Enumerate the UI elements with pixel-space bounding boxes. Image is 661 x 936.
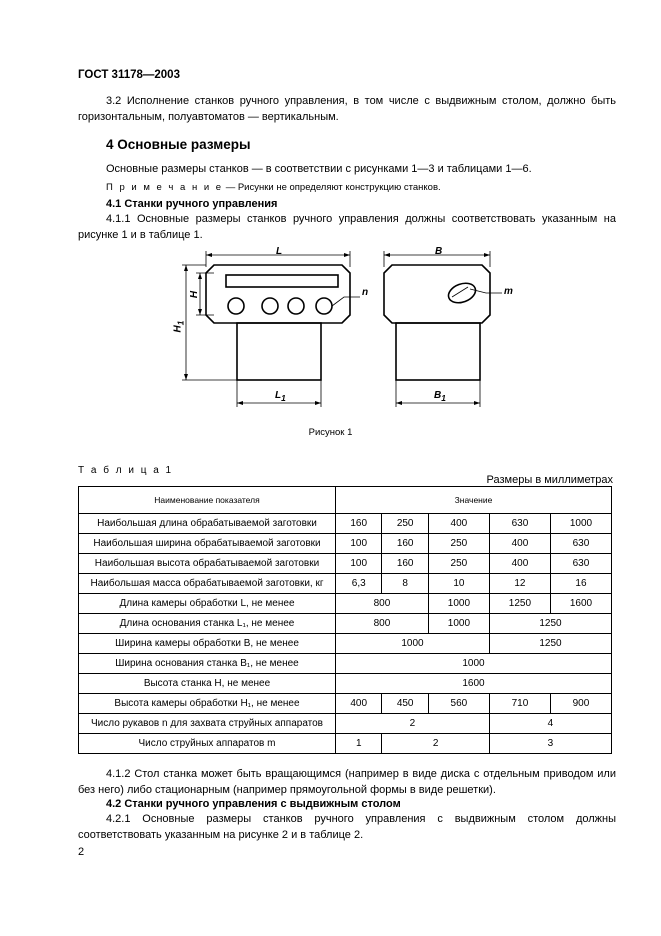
label-B: B bbox=[435, 246, 443, 257]
cell: 400 bbox=[336, 694, 382, 714]
note bbox=[78, 180, 616, 196]
paragraph-4-1-2: 4.1.2 Стол станка может быть вращающимся (например в виде диска с отдельным приводом или без него) либо стационарным (например прямоугольной формы в виде решетки). bbox=[78, 768, 616, 796]
figure-1-drawing bbox=[160, 245, 540, 415]
cell: 160 bbox=[382, 534, 428, 554]
cell: 560 bbox=[428, 694, 489, 714]
cell: 1250 bbox=[489, 594, 550, 614]
cell: 250 bbox=[428, 554, 489, 574]
cell: 250 bbox=[428, 534, 489, 554]
table-header-row bbox=[79, 487, 612, 514]
label-m: m bbox=[504, 286, 513, 297]
cell: 2 bbox=[336, 714, 490, 734]
row-name: Наибольшая длина обрабатываемой заготовки bbox=[79, 514, 336, 534]
note-label: П р и м е ч а н и е bbox=[106, 182, 224, 193]
document-header: ГОСТ 31178—2003 bbox=[78, 69, 180, 81]
cell: 1000 bbox=[428, 614, 489, 634]
row-name: Наибольшая ширина обрабатываемой заготовки bbox=[79, 534, 336, 554]
cell: 16 bbox=[550, 574, 611, 594]
cell: 630 bbox=[489, 514, 550, 534]
row-name: Длина камеры обработки L, не менее bbox=[79, 594, 336, 614]
label-L: L bbox=[276, 246, 283, 257]
figure-caption: Рисунок 1 bbox=[308, 427, 353, 438]
table-label: Т а б л и ц а 1 bbox=[78, 465, 174, 476]
row-name: Наибольшая высота обрабатываемой заготовки bbox=[79, 554, 336, 574]
row-name: Наибольшая масса обрабатываемой заготовки, кг bbox=[79, 574, 336, 594]
cell: 630 bbox=[550, 534, 611, 554]
label-H: H bbox=[189, 290, 201, 299]
cell: 100 bbox=[336, 534, 382, 554]
table-row bbox=[79, 514, 612, 534]
paragraph-intro: Основные размеры станков — в соответствии с рисунками 1—3 и таблицами 1—6. bbox=[106, 163, 532, 175]
cell: 160 bbox=[336, 514, 382, 534]
table-units: Размеры в миллиметрах bbox=[486, 474, 613, 486]
cell: 1250 bbox=[489, 614, 611, 634]
window-rect bbox=[226, 275, 338, 287]
cell: 4 bbox=[489, 714, 611, 734]
cell: 400 bbox=[489, 534, 550, 554]
paragraph-3-2: 3.2 Исполнение станков ручного управления, в том числе с выдвижным столом, должно быть горизонтальным, полуавтоматов — вертикальным. bbox=[78, 95, 616, 123]
section-title: 4 Основные размеры bbox=[106, 137, 251, 152]
label-L1: $L_1$ bbox=[275, 390, 286, 403]
table-row bbox=[79, 614, 612, 634]
jet-apparatus bbox=[446, 280, 478, 306]
cell: 100 bbox=[336, 554, 382, 574]
left-housing-outline bbox=[206, 265, 350, 323]
paragraph-4-2-1: 4.2.1 Основные размеры станков ручного управления с выдвижным столом должны соответствовать указанным на рисунке 2 и в таблице 2. bbox=[78, 813, 616, 841]
sleeve-2 bbox=[262, 298, 278, 314]
table-row bbox=[79, 734, 612, 754]
table-row bbox=[79, 654, 612, 674]
label-n: n bbox=[362, 287, 369, 298]
cell: 160 bbox=[382, 554, 428, 574]
table-row bbox=[79, 694, 612, 714]
cell: 6,3 bbox=[336, 574, 382, 594]
cell: 10 bbox=[428, 574, 489, 594]
cell: 400 bbox=[428, 514, 489, 534]
row-name: Высота станка H, не менее bbox=[79, 674, 336, 694]
right-base bbox=[396, 323, 480, 380]
table-1 bbox=[78, 486, 612, 754]
sleeve-3 bbox=[288, 298, 304, 314]
cell: 900 bbox=[550, 694, 611, 714]
cell: 250 bbox=[382, 514, 428, 534]
cell: 710 bbox=[489, 694, 550, 714]
label-B1: $B_1$ bbox=[434, 390, 446, 403]
page-number: 2 bbox=[78, 846, 85, 858]
row-name: Ширина основания станка B₁, не менее bbox=[79, 654, 336, 674]
row-name: Ширина камеры обработки B, не менее bbox=[79, 634, 336, 654]
cell: 630 bbox=[550, 554, 611, 574]
cell: 1000 bbox=[336, 654, 612, 674]
cell: 1600 bbox=[550, 594, 611, 614]
table-row bbox=[79, 714, 612, 734]
sleeve-1 bbox=[228, 298, 244, 314]
cell: 8 bbox=[382, 574, 428, 594]
cell: 1000 bbox=[428, 594, 489, 614]
cell: 1000 bbox=[550, 514, 611, 534]
cell: 1250 bbox=[489, 634, 611, 654]
table-row bbox=[79, 554, 612, 574]
cell: 400 bbox=[489, 554, 550, 574]
left-base bbox=[237, 323, 321, 380]
cell: 3 bbox=[489, 734, 611, 754]
cell: 1000 bbox=[336, 634, 490, 654]
table-row bbox=[79, 594, 612, 614]
header-value: Значение bbox=[336, 487, 612, 514]
cell: 12 bbox=[489, 574, 550, 594]
subsection-title-4-1: 4.1 Станки ручного управления bbox=[106, 198, 278, 210]
row-name: Высота камеры обработки H₁, не менее bbox=[79, 694, 336, 714]
row-name: Число струйных аппаратов m bbox=[79, 734, 336, 754]
sleeve-4 bbox=[316, 298, 332, 314]
table-row bbox=[79, 634, 612, 654]
label-H1: $H_1$ bbox=[172, 320, 186, 333]
paragraph-4-1-1: 4.1.1 Основные размеры станков ручного управления должны соответствовать указанным на рисунке 1 и в таблице 1. bbox=[78, 213, 616, 241]
note-text: — Рисунки не определяют конструкцию станков. bbox=[223, 182, 441, 193]
cell: 2 bbox=[382, 734, 489, 754]
table-row bbox=[79, 574, 612, 594]
table-row bbox=[79, 534, 612, 554]
cell: 1 bbox=[336, 734, 382, 754]
cell: 1600 bbox=[336, 674, 612, 694]
cell: 800 bbox=[336, 614, 429, 634]
cell: 450 bbox=[382, 694, 428, 714]
row-name: Длина основания станка L₁, не менее bbox=[79, 614, 336, 634]
cell: 800 bbox=[336, 594, 429, 614]
table-row bbox=[79, 674, 612, 694]
header-name: Наименование показателя bbox=[79, 487, 336, 514]
subsection-title-4-2: 4.2 Станки ручного управления с выдвижным столом bbox=[106, 798, 401, 810]
row-name: Число рукавов n для захвата струйных аппаратов bbox=[79, 714, 336, 734]
